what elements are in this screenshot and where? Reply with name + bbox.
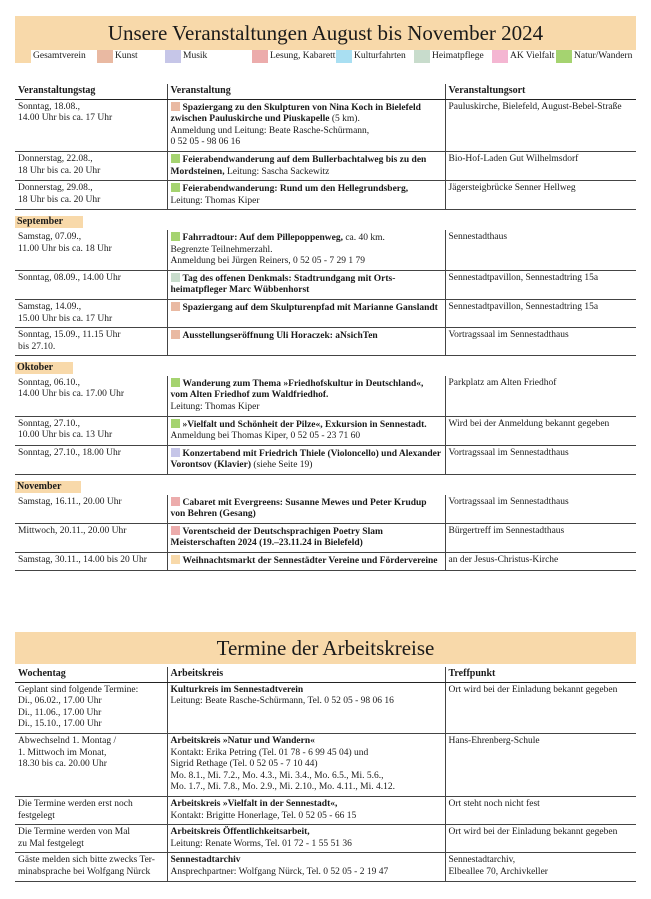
meeting-place: Hans-Ehrenberg-Schule [445,733,636,796]
table-row [15,181,636,210]
table-row [15,416,636,445]
event-date: Samstag, 16.11., 20.00 Uhr [15,495,167,524]
event-location: Sennestadtpavillon, Sennestadtring 15a [445,299,636,327]
legend-item-kulturfahrten: Kulturfahrten [336,50,414,63]
event-location: an der Jesus-Christus-Kirche [445,553,636,571]
table-row [15,495,636,524]
event-description: Feierabendwanderung: Rund um den Hellegrundsberg, Leitung: Thomas Kiper [167,181,445,210]
category-marker [171,526,180,535]
table-row [15,682,636,733]
working-group: Arbeitskreis »Natur und Wandern« Kontakt: Erika Petring (Tel. 01 78 - 6 99 45 04) und Sigrid Rethage (Tel. 0 52 05 - 7 10 44) Mo. 8.1., Mi. 7.2., Mo. 4.3., Mi. 3.4., Mo. 6.5., Mi. 5.6., Mo. 1.7., Mi. 7.8., Mo. 2.9., Mi. 2.10., Mo. 4.11., Mi. 4.12. [167,733,445,796]
event-date: Donnerstag, 29.08., 18 Uhr bis ca. 20 Uhr [15,181,167,210]
legend-item-natur-wandern: Natur/Wandern [556,50,636,63]
event-location: Jägersteigbrücke Senner Hellweg [445,181,636,210]
event-location: Pauluskirche, Bielefeld, August-Bebel-Straße [445,99,636,151]
legend-swatch [556,50,572,63]
legend-item-heimatpflege: Heimatpflege [414,50,492,63]
event-date: Samstag, 07.09., 11.00 Uhr bis ca. 18 Uhr [15,230,167,270]
event-location: Wird bei der Anmeldung bekannt gegeben [445,416,636,445]
event-description: Konzertabend mit Friedrich Thiele (Violoncello) und Alexander Vorontsov (Klavier) (siehe Seite 19) [167,445,445,474]
category-marker [171,232,180,241]
meeting-time: Geplant sind folgende Termine: Di., 06.02., 17.00 Uhr Di., 11.06., 17.00 Uhr Di., 15.10., 17.00 Uhr [15,682,167,733]
event-date: Donnerstag, 22.08., 18 Uhr bis ca. 20 Uhr [15,151,167,180]
category-marker [171,102,180,111]
table-row [15,796,636,824]
legend-item-gesamtverein: Gesamtverein [15,50,97,63]
table-row [15,445,636,474]
event-location: Bio-Hof-Laden Gut Wilhelmsdorf [445,151,636,180]
event-description: Cabaret mit Evergreens: Susanne Mewes und Peter Krudup von Behren (Gesang) [167,495,445,524]
table-row [15,853,636,881]
table-row [15,328,636,356]
category-marker [171,555,180,564]
arbeitskreise-table [15,667,636,882]
event-location: Bürgertreff im Sennestadthaus [445,523,636,552]
legend-swatch [414,50,430,63]
table-row [15,230,636,270]
table-header-row [15,667,636,682]
event-description: Vorentscheid der Deutschsprachigen Poetry Slam Meisterschaften 2024 (19.–23.11.24 in Bielefeld) [167,523,445,552]
page-title: Unsere Veranstaltungen August bis November 2024 [15,16,636,50]
meeting-time: Die Termine werden erst noch festgelegt [15,796,167,824]
table-row [15,151,636,180]
event-location: Parkplatz am Alten Friedhof [445,376,636,416]
event-location: Vortragssaal im Sennestadthaus [445,445,636,474]
legend-item-musik: Musik [165,50,252,63]
column-header: Treffpunkt [445,667,636,682]
event-date: Sonntag, 18.08., 14.00 Uhr bis ca. 17 Uhr [15,99,167,151]
events-table [15,84,636,571]
event-date: Samstag, 14.09., 15.00 Uhr bis ca. 17 Uhr [15,299,167,327]
legend-item-lesung: Lesung, Kabarett [252,50,336,63]
working-group: Arbeitskreis »Vielfalt in der Sennestadt«, Kontakt: Brigitte Honerlage, Tel. 0 52 05 - 66 15 [167,796,445,824]
table-row [15,553,636,571]
meeting-place: Ort steht noch nicht fest [445,796,636,824]
working-group: Sennestadtarchiv Ansprechpartner: Wolfgang Nürck, Tel. 0 52 05 - 2 19 47 [167,853,445,881]
month-label: Oktober [15,362,73,374]
column-header: Veranstaltung [167,84,445,99]
legend-item-ak-vielfalt: AK Vielfalt [492,50,556,63]
month-label: November [15,481,81,493]
legend-swatch [97,50,113,63]
table-row [15,99,636,151]
month-heading-row [15,210,636,230]
event-date: Sonntag, 27.10., 10.00 Uhr bis ca. 13 Uhr [15,416,167,445]
meeting-time: Gäste melden sich bitte zwecks Ter- minabsprache bei Wolfgang Nürck [15,853,167,881]
table-row [15,825,636,853]
table-row [15,270,636,299]
event-description: Weihnachtsmarkt der Sennestädter Vereine und Fördervereine [167,553,445,571]
category-marker [171,273,180,282]
column-header: Arbeitskreis [167,667,445,682]
meeting-time: Abwechselnd 1. Montag / 1. Mittwoch im Monat, 18.30 bis ca. 20.00 Uhr [15,733,167,796]
month-heading-row [15,356,636,376]
event-date: Sonntag, 06.10., 14.00 Uhr bis ca. 17.00 Uhr [15,376,167,416]
event-description: Spaziergang zu den Skulpturen von Nina Koch in Bielefeld zwischen Pauluskirche und Piuskapelle (5 km). Anmeldung und Leitung: Beate Rasche-Schürmann, 0 52 05 - 98 06 16 [167,99,445,151]
event-location: Vortragssaal im Sennestadthaus [445,328,636,356]
table-header-row [15,84,636,99]
legend-item-kunst: Kunst [97,50,165,63]
section-title-arbeitskreise: Termine der Arbeitskreise [15,632,636,664]
category-legend [15,50,636,63]
meeting-place: Ort wird bei der Einladung bekannt gegeben [445,825,636,853]
event-location: Sennestadthaus [445,230,636,270]
category-marker [171,183,180,192]
event-description: »Vielfalt und Schönheit der Pilze«, Exkursion in Sennestadt. Anmeldung bei Thomas Kiper, 0 52 05 - 23 71 60 [167,416,445,445]
category-marker [171,419,180,428]
category-marker [171,378,180,387]
table-row [15,523,636,552]
column-header: Wochentag [15,667,167,682]
event-date: Sonntag, 27.10., 18.00 Uhr [15,445,167,474]
event-location: Vortragssaal im Sennestadthaus [445,495,636,524]
event-description: Feierabendwanderung auf dem Bullerbachtalweg bis zu den Mordsteinen, Leitung: Sascha Sackewitz [167,151,445,180]
event-description: Spaziergang auf dem Skulpturenpfad mit Marianne Ganslandt [167,299,445,327]
working-group: Kulturkreis im Sennestadtverein Leitung: Beate Rasche-Schürmann, Tel. 0 52 05 - 98 06 16 [167,682,445,733]
column-header: Veranstaltungsort [445,84,636,99]
legend-swatch [492,50,508,63]
event-description: Tag des offenen Denkmals: Stadtrundgang mit Orts-heimatpfleger Marc Wübbenhorst [167,270,445,299]
event-date: Sonntag, 15.09., 11.15 Uhr bis 27.10. [15,328,167,356]
category-marker [171,448,180,457]
working-group: Arbeitskreis Öffentlichkeitsarbeit, Leitung: Renate Worms, Tel. 01 72 - 1 55 51 36 [167,825,445,853]
table-row [15,299,636,327]
category-marker [171,154,180,163]
meeting-place: Ort wird bei der Einladung bekannt gegeben [445,682,636,733]
event-description: Ausstellungseröffnung Uli Horaczek: aNsichTen [167,328,445,356]
legend-swatch [15,50,31,63]
event-description: Fahrradtour: Auf dem Pillepoppenweg, ca. 40 km. Begrenzte Teilnehmerzahl. Anmeldung bei Jürgen Reiners, 0 52 05 - 7 29 1 79 [167,230,445,270]
legend-swatch [336,50,352,63]
event-location: Sennestadtpavillon, Sennestadtring 15a [445,270,636,299]
category-marker [171,497,180,506]
month-label: September [15,216,83,228]
event-date: Sonntag, 08.09., 14.00 Uhr [15,270,167,299]
column-header: Veranstaltungstag [15,84,167,99]
meeting-time: Die Termine werden von Mal zu Mal festgelegt [15,825,167,853]
legend-swatch [252,50,268,63]
table-row [15,376,636,416]
event-date: Mittwoch, 20.11., 20.00 Uhr [15,523,167,552]
meeting-place: Sennestadtarchiv, Elbeallee 70, Archivkeller [445,853,636,881]
legend-swatch [165,50,181,63]
category-marker [171,330,180,339]
event-date: Samstag, 30.11., 14.00 bis 20 Uhr [15,553,167,571]
month-heading-row [15,475,636,495]
event-description: Wanderung zum Thema »Friedhofskultur in Deutschland«, vom Alten Friedhof zum Waldfriedhof. Leitung: Thomas Kiper [167,376,445,416]
table-row [15,733,636,796]
category-marker [171,302,180,311]
